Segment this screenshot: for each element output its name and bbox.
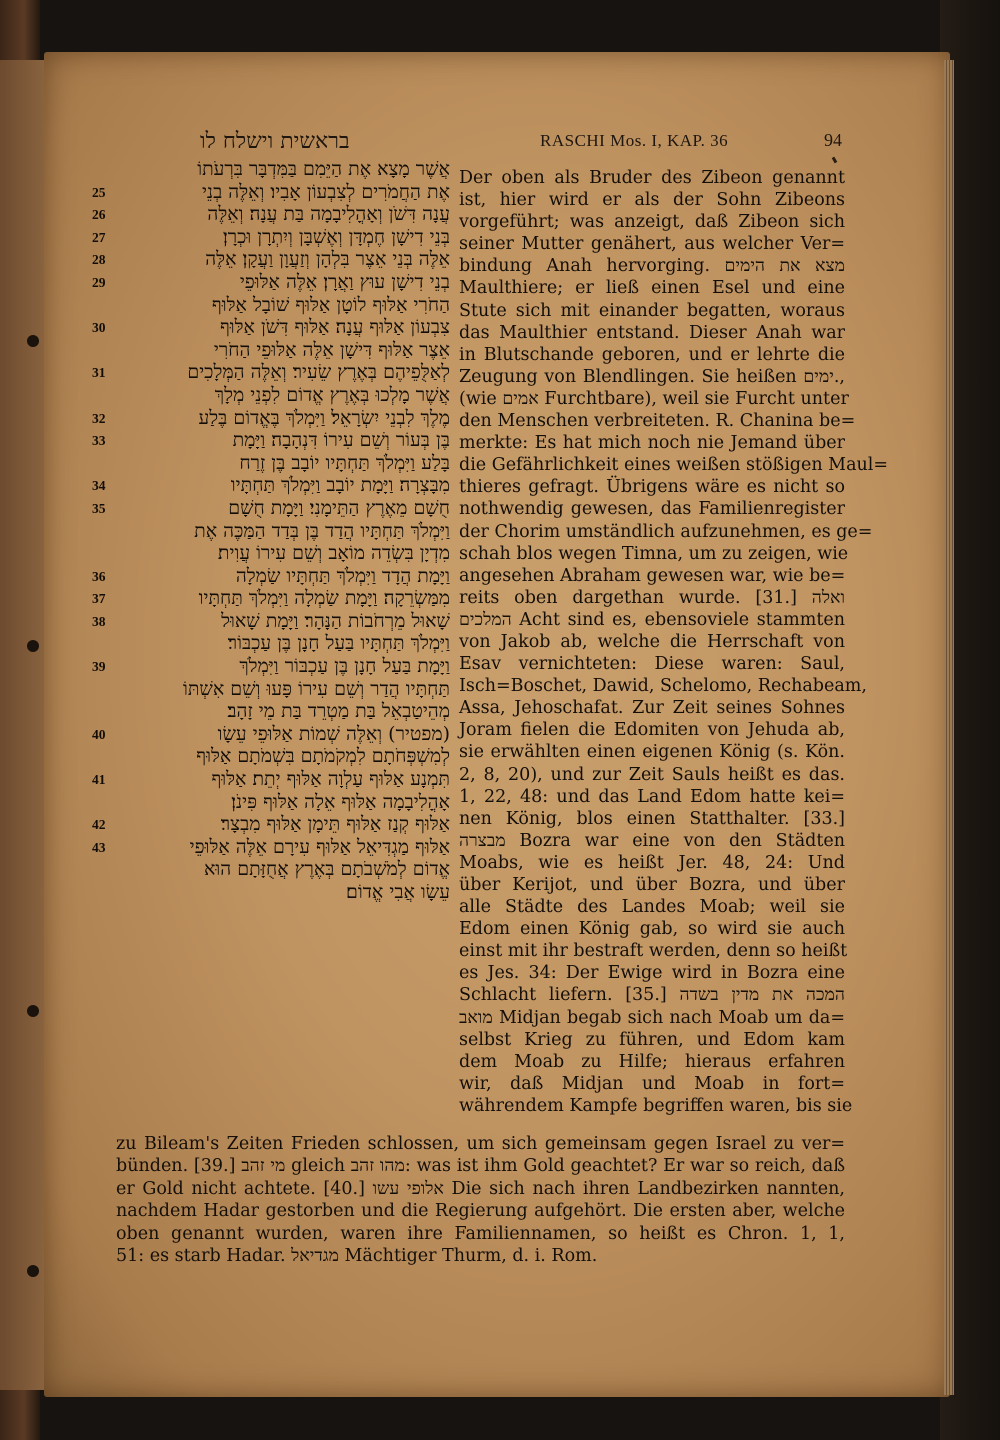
hebrew-line-text: בָּלַע וַיִּמְלֹךְ תַּחְתָּיו יוֹבָב בֶּן זֶרַח xyxy=(239,451,450,474)
page-header xyxy=(0,128,1000,158)
commentary-line: sie erwählten einen eigenen König (s. Kön. xyxy=(459,742,845,763)
hebrew-line-text: חֻשָׁם מֵאֶרֶץ הַתֵּימָנִי׃ וַיָּמָת חֻשָׁם xyxy=(228,496,450,519)
hebrew-verse-line xyxy=(92,452,450,475)
binding-hole xyxy=(27,640,39,652)
verse-number: 27 xyxy=(92,229,106,245)
commentary-line: Moabs, wie es heißt Jer. 48, 24: Und xyxy=(459,852,845,873)
latin-running-title: RASCHI Mos. I, KAP. 36 xyxy=(540,131,729,150)
commentary-line: schah blos wegen Timna, um zu zeigen, wie xyxy=(459,543,849,564)
verse-number: 41 xyxy=(92,772,106,788)
commentary-line: es Jes. 34: Der Ewige wird in Bozra eine xyxy=(459,963,845,984)
hebrew-line-text: אֵלֶּה בְּנֵי אֵצֶר בִּלְהָן וְזַעֲוָן וַעֲקָן׃ אֵלֶּה xyxy=(205,248,450,271)
commentary-line: den Menschen verbreiteten. R. Chanina be= xyxy=(459,411,856,432)
hebrew-verse-line xyxy=(92,700,450,723)
commentary-line: thieres gefragt. Übrigens wäre es nicht so xyxy=(459,477,845,498)
verse-number: 42 xyxy=(92,817,106,833)
hebrew-line-text: בְנֵי דִישָׁן עוּץ וַאֲרָן׃ אֵלֶּה אַלּוּפֵי xyxy=(239,270,450,293)
hebrew-verse-line xyxy=(92,497,450,520)
hebrew-verse-line xyxy=(92,632,450,655)
hebrew-verse-line xyxy=(92,678,450,701)
hebrew-verse-line xyxy=(92,745,450,768)
hebrew-verse-line xyxy=(92,587,450,610)
commentary-line: nen König, blos einen Statthalter. [33.] xyxy=(459,808,845,829)
commentary-line: Stute sich mit einander begatten, woraus xyxy=(459,300,845,321)
commentary-line: מואב Midjan begab sich nach Moab um da= xyxy=(459,1007,845,1028)
commentary-line: alle Städte des Landes Moab; weil sie xyxy=(459,897,845,918)
hebrew-line-text: אַלּוּף מַגְדִּיאֵל אַלּוּף עִירָם אֵלֶּה אַלּוּפֵי xyxy=(189,835,450,858)
hebrew-verse-line xyxy=(92,723,450,746)
hebrew-verse-line xyxy=(92,203,450,226)
verse-number: 33 xyxy=(92,433,106,449)
hebrew-line-text: בְּנֵי דִישָׁן חֶמְדָּן וְאֶשְׁבָּן וְיִתְרָן וּכְרָן׃ xyxy=(222,225,450,248)
hebrew-line-text: אֵצֶר אַלּוּף דִּישָׁן אֵלֶּה אַלּוּפֵי הַחֹרִי xyxy=(213,338,450,361)
hebrew-text-column xyxy=(92,158,450,904)
hebrew-verse-line xyxy=(92,248,450,271)
commentary-line: Maulthiere; er ließ einen Esel und eine xyxy=(459,278,845,299)
commentary-line: 1, 22, 48: und das Land Edom hatte kei= xyxy=(459,786,845,807)
hebrew-line-text: וַיָּמָת הֲדָד וַיִּמְלֹךְ תַּחְתָּיו שַׂמְלָה xyxy=(235,564,450,587)
commentary-line: die Gefährlichkeit eines weißen stößigen Maul= xyxy=(459,455,889,476)
commentary-line: 2, 8, 20), und zur Zeit Sauls heißt es das. xyxy=(459,764,845,785)
binding-hole xyxy=(27,1005,39,1017)
commentary-line: Edom einen König gab, so wird sie auch xyxy=(459,919,845,940)
verse-number: 26 xyxy=(92,207,106,223)
hebrew-line-text: מִבָּצְרָה׃ וַיָּמָת יוֹבָב וַיִּמְלֹךְ תַּחְתָּיו xyxy=(230,474,450,497)
commentary-line: in Blutschande geboren, und er lehrte die xyxy=(459,344,845,365)
verse-number: 37 xyxy=(92,591,106,607)
commentary-line: seiner Mutter genähert, aus welcher Ver= xyxy=(459,234,845,255)
commentary-line: nachdem Hadar gestorben und die Regierung aufgehört. Die ersten aber, welche xyxy=(116,1201,845,1222)
commentary-line: Der oben als Bruder des Zibeon genannt xyxy=(459,168,845,188)
verse-number: 30 xyxy=(92,320,106,336)
commentary-line: zu Bileam's Zeiten Frieden schlossen, um sich gemeinsam gegen Israel zu ver= xyxy=(116,1134,845,1154)
hebrew-line-text: מִדְיָן בִּשְׂדֵה מוֹאָב וְשֵׁם עִירוֹ עֲוִית׃ xyxy=(217,542,450,565)
hebrew-verse-line xyxy=(92,339,450,362)
verse-number: 29 xyxy=(92,274,106,290)
hebrew-line-text: הַחֹרִי אַלּוּף לוֹטָן אַלּוּף שׁוֹבָל אַלּוּף xyxy=(211,293,450,316)
verse-number: 28 xyxy=(92,252,106,268)
commentary-line: המלכים Acht sind es, ebensoviele stammten xyxy=(459,609,845,630)
commentary-line: Zeugung von Blendlingen. Sie heißen ימים., xyxy=(459,366,845,387)
hebrew-line-text: מֶלֶךְ לִבְנֵי יִשְׂרָאֵל׃ וַיִּמְלֹךְ בֶּאֱדוֹם בֶּלַע xyxy=(198,406,450,429)
verse-number: 25 xyxy=(92,184,106,200)
commentary-full-width xyxy=(116,1133,845,1267)
commentary-line: das Maulthier entstand. Dieser Anah war xyxy=(459,322,845,343)
commentary-line: Esav vernichteten: Diese waren: Saul, xyxy=(459,654,845,675)
hebrew-line-text: אַלּוּף קְנַז אַלּוּף תֵּימָן אַלּוּף מִבְצָר׃ xyxy=(220,813,450,836)
hebrew-line-text: מְהֵיטַבְאֵל בַּת מַטְרֵד בַּת מֵי זָהָב׃ xyxy=(227,700,450,723)
commentary-line: selbst Krieg zu führen, und Edom kam xyxy=(459,1029,845,1050)
hebrew-verse-line xyxy=(92,565,450,588)
hebrew-line-text: מִמַּשְׂרֵקָה׃ וַיָּמָת שַׂמְלָה וַיִּמְלֹךְ תַּחְתָּיו xyxy=(198,587,450,610)
hebrew-running-title: בראשית וישלח לו xyxy=(200,129,350,154)
hebrew-verse-line xyxy=(92,429,450,452)
hebrew-verse-line xyxy=(92,384,450,407)
hebrew-line-text: (מפטיר) וְאֵלֶּה שְׁמוֹת אַלּוּפֵי עֵשָׂו xyxy=(217,722,450,745)
hebrew-verse-line xyxy=(92,361,450,384)
hebrew-line-text: אֲשֶׁר מָלְכוּ בְּאֶרֶץ אֱדוֹם לִפְנֵי מְלָךְ xyxy=(214,383,450,406)
commentary-line: bindung Anah hervorging. מצא את הימים xyxy=(459,256,845,277)
page-stack xyxy=(944,60,954,1395)
commentary-line: (wie אמים Furchtbare), weil sie Furcht unter xyxy=(459,388,849,409)
binding-hole xyxy=(27,335,39,347)
commentary-line: מבצרה Bozra war eine von den Städten xyxy=(459,830,845,851)
hebrew-verse-line xyxy=(92,181,450,204)
verse-number: 40 xyxy=(92,726,106,742)
hebrew-line-text: אֲשֶׁר מָצָא אֶת הַיֵּמִם בַּמִּדְבָּר בִּרְעֹתוֹ xyxy=(197,158,450,180)
hebrew-verse-line xyxy=(92,520,450,543)
hebrew-verse-line xyxy=(92,655,450,678)
hebrew-verse-line xyxy=(92,881,450,904)
commentary-line: Isch=Boschet, Dawid, Schelomo, Rechabeam, xyxy=(459,676,867,697)
hebrew-verse-line xyxy=(92,542,450,565)
verse-number: 31 xyxy=(92,365,106,381)
commentary-line: 51: es starb Hadar. מגדיאל Mächtiger Thurm, d. i. Rom. xyxy=(116,1245,598,1266)
commentary-line: der Chorim umständlich aufzunehmen, es ge= xyxy=(459,521,873,542)
commentary-line: Joram fielen die Edomiten von Jehuda ab, xyxy=(459,720,845,741)
commentary-line: nothwendig gewesen, das Familienregister xyxy=(459,499,845,520)
hebrew-verse-line xyxy=(92,271,450,294)
verse-number: 38 xyxy=(92,613,106,629)
hebrew-verse-line xyxy=(92,858,450,881)
commentary-line: er Gold nicht achtete. [40.] אלופי עשו Die sich nach ihren Landbezirken nannten, xyxy=(116,1178,845,1199)
hebrew-verse-line xyxy=(92,316,450,339)
hebrew-line-text: צִבְעוֹן אַלּוּף עֲנָה׃ אַלּוּף דִּשֹׁן אַלּוּף xyxy=(219,316,450,339)
verse-number: 34 xyxy=(92,478,106,494)
commentary-line: bünden. [39.] מי זהב gleich מהו זהב: was ist ihm Gold geachtet? Er war so reich, daß xyxy=(116,1156,846,1177)
hebrew-verse-line xyxy=(92,158,450,181)
hebrew-verse-line xyxy=(92,791,450,814)
commentary-line: über Kerijot, und über Bozra, und über xyxy=(459,875,845,895)
hebrew-line-text: אֱדוֹם לְמֹשְׁבֹתָם בְּאֶרֶץ אֲחֻזָּתָם הוּא xyxy=(204,858,450,881)
verse-number: 36 xyxy=(92,568,106,584)
hebrew-verse-line xyxy=(92,474,450,497)
verse-number: 32 xyxy=(92,410,106,426)
hebrew-line-text: תִּמְנָע אַלּוּף עַלְוָה אַלּוּף יְתֵת׃ אַלּוּף xyxy=(211,768,450,791)
verse-number: 39 xyxy=(92,659,106,675)
german-commentary-column xyxy=(459,167,889,1117)
hebrew-line-text: לְמִשְׁפְּחֹתָם לִמְקֹמֹתָם בִּשְׁמֹתָם אַלּוּף xyxy=(196,745,450,768)
commentary-line: von Jakob ab, welche die Herrschaft von xyxy=(459,631,845,652)
cover-edge xyxy=(0,60,46,1390)
page-number: 94 xyxy=(824,130,842,150)
hebrew-line-text: שָׁאוּל מֵרְחֹבוֹת הַנָּהָר׃ וַיָּמָת שָׁאוּל xyxy=(221,609,450,632)
commentary-line: dem Moab zu Hilfe; hieraus erfahren xyxy=(459,1051,845,1072)
hebrew-verse-line xyxy=(92,836,450,859)
hebrew-line-text: לְאַלֻּפֵיהֶם בְּאֶרֶץ שֵׂעִיר׃ וְאֵלֶּה הַמְּלָכִים xyxy=(187,361,450,384)
commentary-line: angesehen Abraham gewesen war, wie be= xyxy=(459,565,846,586)
hebrew-line-text: וַיִּמְלֹךְ תַּחְתָּיו בַּעַל חָנָן בֶּן עַכְבּוֹר׃ xyxy=(227,632,450,655)
hebrew-verse-line xyxy=(92,610,450,633)
commentary-line: Schlacht liefern. [35.] המכה את מדין בשדה xyxy=(459,985,845,1006)
hebrew-verse-line xyxy=(92,813,450,836)
hebrew-verse-line xyxy=(92,407,450,430)
hebrew-line-text: עֵשָׂו אֲבִי אֱדוֹם׃ xyxy=(346,881,450,903)
commentary-line: oben genannt wurden, waren ihre Familiennamen, so heißt es Chron. 1, 1, xyxy=(116,1223,845,1244)
commentary-line: währendem Kampfe begriffen waren, bis sie xyxy=(459,1095,853,1116)
commentary-line: Assa, Jehoschafat. Zur Zeit seines Sohnes xyxy=(459,698,845,719)
hebrew-line-text: בֶּן בְּעוֹר וְשֵׁם עִירוֹ דִּנְהָבָה׃ וַיָּמָת xyxy=(232,429,450,452)
hebrew-verse-line xyxy=(92,226,450,249)
commentary-line: ist, hier wird er als der Sohn Zibeons xyxy=(459,190,845,211)
binding-hole xyxy=(27,1265,39,1277)
commentary-line: wir, daß Midjan und Moab in fort= xyxy=(459,1073,845,1094)
commentary-line: reits oben dargethan wurde. [31.] ואלה xyxy=(459,587,845,608)
commentary-line: merkte: Es hat mich noch nie Jemand über xyxy=(459,433,845,454)
hebrew-line-text: וַיִּמְלֹךְ תַּחְתָּיו הֲדַד בֶּן בְּדַד הַמַּכֶּה אֶת xyxy=(194,519,450,542)
hebrew-verse-line xyxy=(92,768,450,791)
verse-number: 35 xyxy=(92,500,106,516)
commentary-line: vorgeführt; was anzeigt, daß Zibeon sich xyxy=(459,212,845,233)
hebrew-line-text: תַּחְתָּיו הֲדַר וְשֵׁם עִירוֹ פָּעוּ וְשֵׁם אִשְׁתּוֹ xyxy=(182,677,450,700)
hebrew-line-text: אָהֳלִיבָמָה אַלּוּף אֵלָה אַלּוּף פִּינֹן׃ xyxy=(231,790,450,813)
hebrew-line-text: וַיָּמָת בַּעַל חָנָן בֶּן עַכְבּוֹר וַיִּמְלֹךְ xyxy=(239,655,450,678)
hebrew-line-text: אֶת הַחֲמֹרִים לְצִבְעוֹן אָבִיו׃ וְאֵלֶּה בְנֵי xyxy=(201,180,450,203)
verse-number: 43 xyxy=(92,839,106,855)
hebrew-verse-line xyxy=(92,294,450,317)
hebrew-line-text: עֲנָה דִּשֹׁן וְאָהֳלִיבָמָה בַּת עֲנָה׃ וְאֵלֶּה xyxy=(207,203,450,226)
commentary-line: einst mit ihr bestraft werden, denn so heißt xyxy=(459,941,848,962)
